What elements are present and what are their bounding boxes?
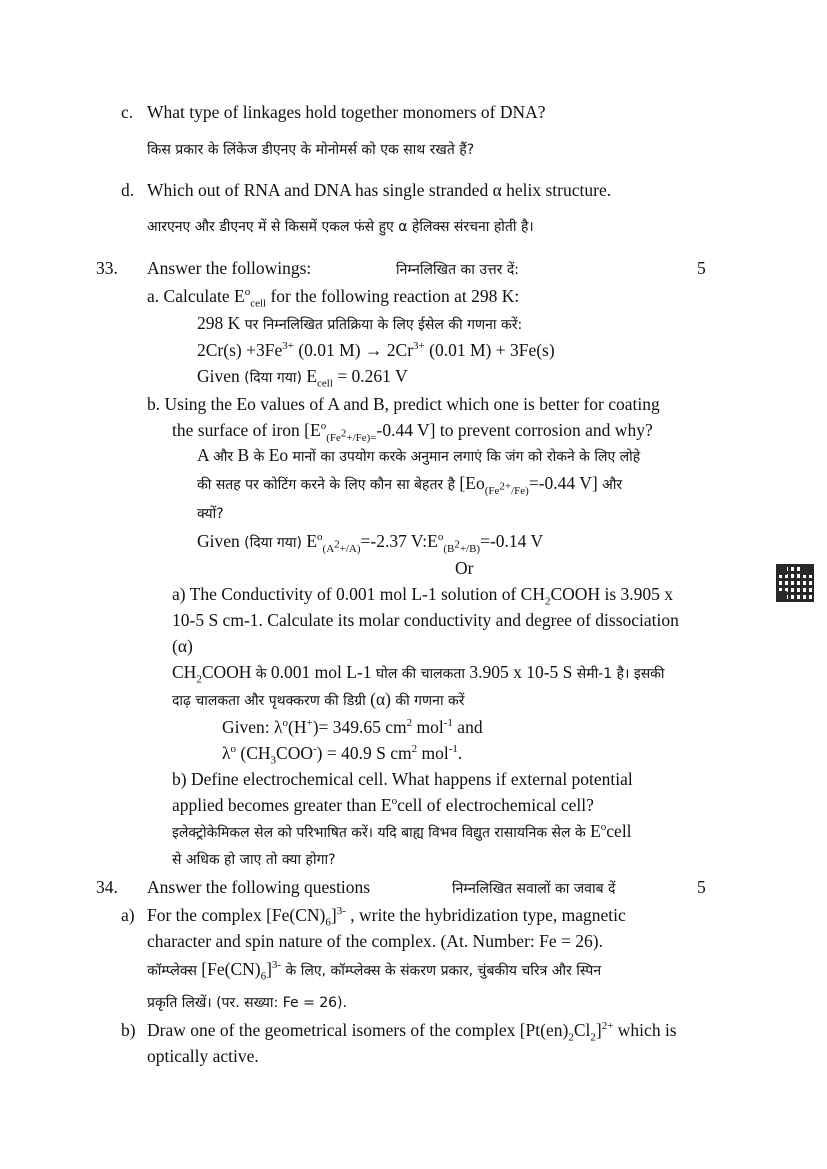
q34b-line1: Draw one of the geometrical isomers of the complex $[Pt(en)_2Cl_2]^{2+}$ which is <box>147 1020 677 1044</box>
q33-alt-b-hindi-line2: से अधिक हो जाए तो क्या होगा? <box>172 852 336 868</box>
q33-number: 33. <box>96 258 118 278</box>
or-separator: Or <box>455 558 474 578</box>
q34a-line2: character and spin nature of the complex. (At. Number: Fe = 26). <box>147 931 603 951</box>
q34-number: 34. <box>96 877 118 897</box>
q34a-line1: For the complex $[Fe(CN)_6]^{3-}$ , write the hybridization type, magnetic <box>147 905 626 929</box>
q33a-label: a. <box>147 286 160 306</box>
q33-alt-a-given-ch3coo: $\lambda^o$ $(CH_3COO^-) = 40.9$ S $cm^2$ mol$^{-1}$. <box>222 743 463 767</box>
q32c-question: What type of linkages hold together monomers of DNA? <box>147 102 546 122</box>
q34a-hindi-line2: प्रकृति लिखें। (पर. सख्या: Fe = 26). <box>147 995 347 1011</box>
q34b-line2: optically active. <box>147 1046 259 1066</box>
q32c-label: c. <box>121 102 134 122</box>
q33a-line1 <box>147 285 520 310</box>
qr-code-icon <box>776 564 814 602</box>
q33a-text: Calculate $E^o_{cell}$ for the following reaction at 298 K: <box>163 286 520 310</box>
q33-marks: 5 <box>697 258 706 278</box>
q33-alt-b-line2: applied becomes greater than $E^ocell$ of electrochemical cell? <box>172 795 594 815</box>
q32c-question-hindi: किस प्रकार के लिंकेज डीएनए के मोनोमर्स को एक साथ रखते हैं? <box>147 142 475 158</box>
q32d-question-hindi: आरएनए और डीएनए में से किसमें एकल फंसे हुए α हेलिक्स संरचना होती है। <box>147 219 534 235</box>
q33-alt-a-line1: a) The Conductivity of 0.001 mol L-1 solution of $CH_2COOH$ is 3.905 x <box>172 584 674 608</box>
q33b-hindi-line3: क्यों? <box>197 506 224 522</box>
q34-marks: 5 <box>697 877 706 897</box>
q33-title: Answer the followings: <box>147 258 312 278</box>
q33-alt-a-hindi-line2: दाढ़ चालकता और पृथक्करण की डिग्री (α) की गणना करें <box>172 689 465 709</box>
q34a-label: a) <box>121 905 135 925</box>
q33b-label: b. <box>147 394 161 414</box>
q33-alt-b-hindi-line1: इलेक्ट्रोकेमिकल सेल को परिभाषित करें। यदि बाह्य विभव विद्युत रासायनिक सेल के $E^ocell$ <box>172 821 632 841</box>
q33b-line2: the surface of iron [$E^o_{(Fe^2+/Fe)=}-0.44$ V] to prevent corrosion and why? <box>172 420 653 444</box>
q33b-hindi-line2: की सतह पर कोटिंग करने के लिए कौन सा बेहतर है [$Eo_{(Fe^{2+}/Fe)}=-0.44$ V] और <box>197 473 623 497</box>
q33b-given: Given (दिया गया) $E^o_{(A^2+/A)}=-2.37$ $V:E^o_{(B^2+/B)}=-0.14$ V <box>197 531 544 555</box>
q33-alt-b-line1: b) Define electrochemical cell. What happens if external potential <box>172 769 633 789</box>
q34b-label: b) <box>121 1020 136 1040</box>
q33-alt-a-given-h: Given: $\lambda^o(H^+)= 349.65$ $cm^2$ mol$^{-1}$ and <box>222 717 483 737</box>
q33a-hindi: 298 K पर निम्नलिखित प्रतिक्रिया के लिए ईसेल की गणना करें: <box>197 313 523 333</box>
q33-alt-a-line2: 10-5 S cm-1. Calculate its molar conductivity and degree of dissociation <box>172 610 679 630</box>
q33-alt-a-hindi-line1: $CH_2COOH$ के 0.001 mol L-1 घोल की चालकता 3.905 x 10-5 S सेमी-1 है। इसकी <box>172 662 665 686</box>
q32d-label: d. <box>121 180 135 200</box>
q34-title-hindi: निम्नलिखित सवालों का जवाब दें <box>452 881 616 897</box>
q33-title-hindi: निम्नलिखित का उत्तर दें: <box>396 262 520 278</box>
q33b-line1: b. Using the Eo values of A and B, predict which one is better for coating <box>147 394 660 414</box>
q33b-hindi-line1: A और B के Eo मानों का उपयोग करके अनुमान लगाएं कि जंग को रोकने के लिए लोहे <box>197 445 641 465</box>
q32d-question: Which out of RNA and DNA has single stranded α helix structure. <box>147 180 612 200</box>
q33a-given: Given (दिया गया) $E_{cell} = 0.261$ V <box>197 366 408 390</box>
q33-alt-a-label: a) <box>172 584 186 604</box>
q33a-reaction: $2Cr(s) +3Fe^{3+}$ (0.01 $M) \to 2Cr^{3+}$ (0.01 M) + 3Fe(s) <box>197 340 555 360</box>
q33-alt-b-label: b) <box>172 769 187 789</box>
q34a-hindi-line1: कॉम्प्लेक्स $[Fe(CN)_6]^{3-}$ के लिए, कॉम्प्लेक्स के संकरण प्रकार, चुंबकीय चरित्र और स्पिन <box>147 959 602 983</box>
q34-title: Answer the following questions <box>147 877 371 897</box>
q33-alt-a-line3: (α) <box>172 636 193 656</box>
